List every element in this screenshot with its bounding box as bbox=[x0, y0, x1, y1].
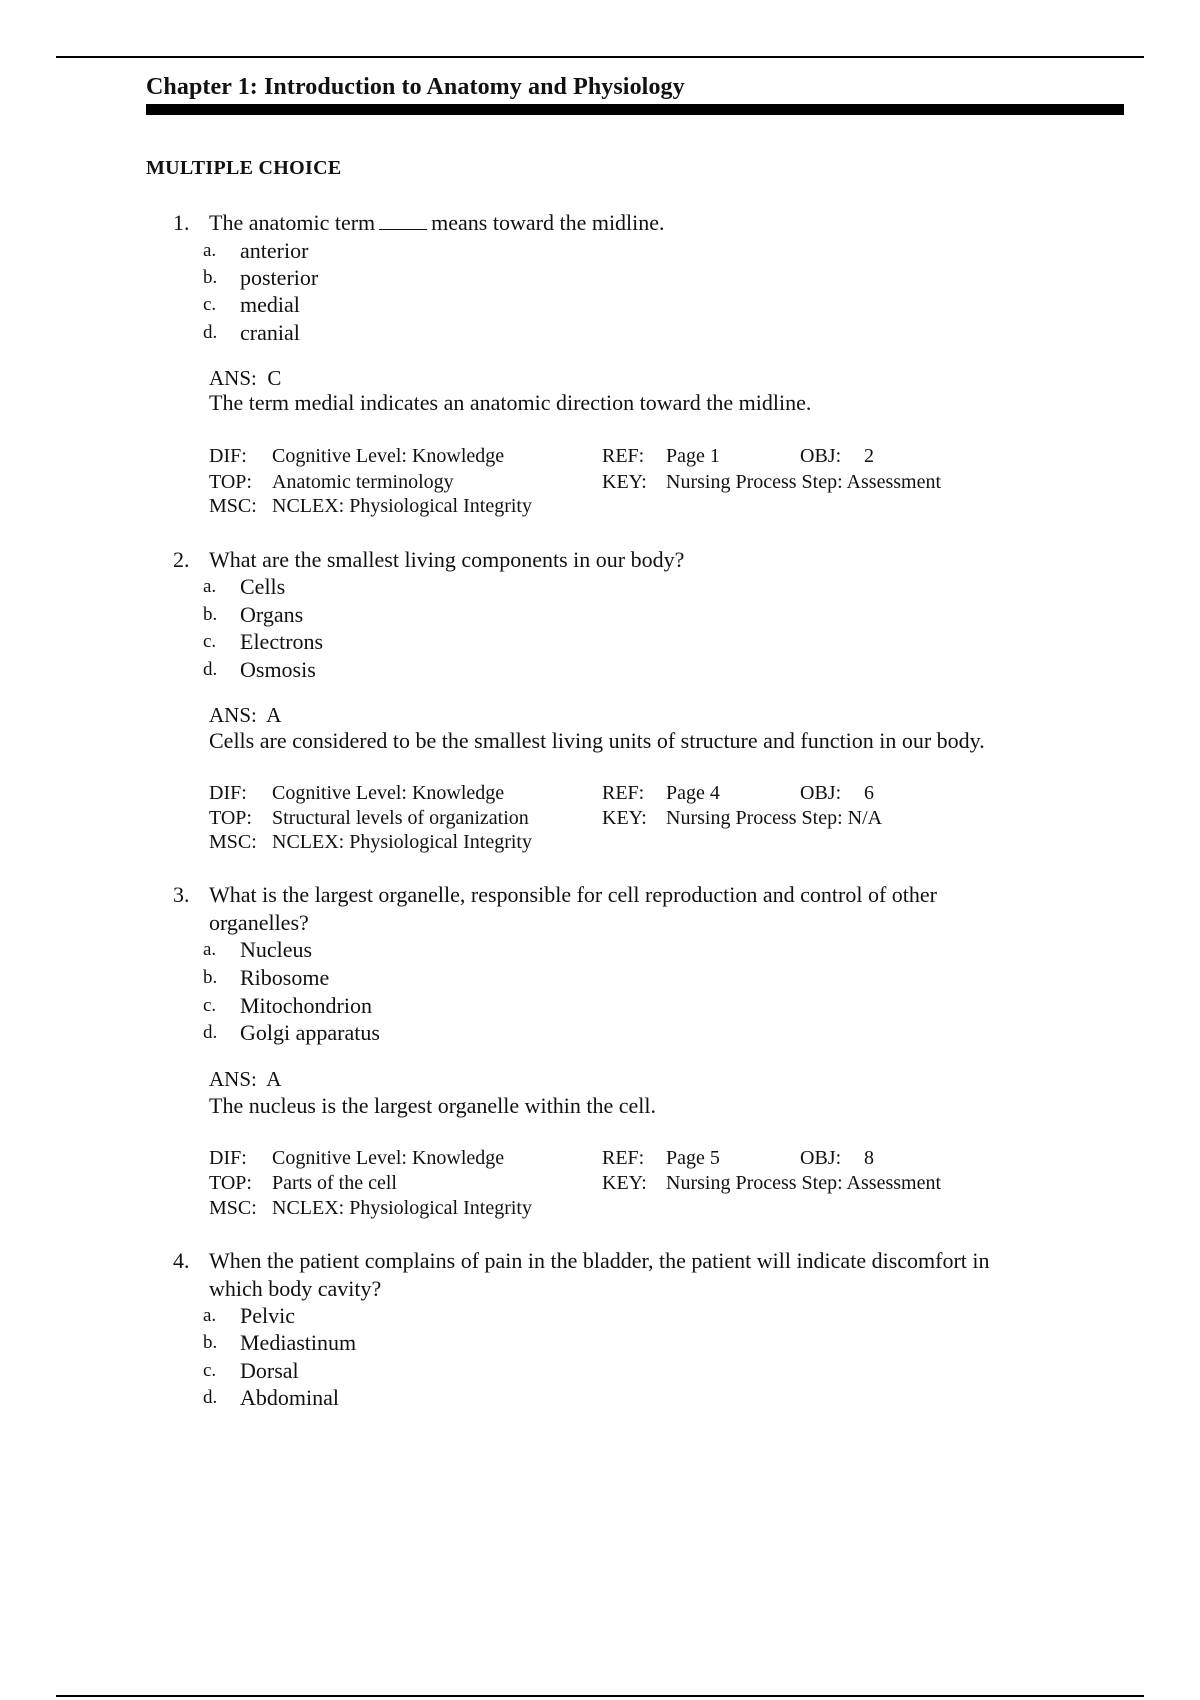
meta-label: REF: bbox=[602, 1147, 645, 1169]
question-number: 3. bbox=[173, 882, 190, 907]
option-text: medial bbox=[240, 292, 300, 317]
chapter-title: Chapter 1: Introduction to Anatomy and Physiology bbox=[146, 74, 685, 100]
question-number: 2. bbox=[173, 547, 190, 572]
question-text: means toward the midline. bbox=[431, 210, 665, 235]
meta-top bbox=[209, 470, 454, 494]
answer-label: ANS: bbox=[209, 366, 257, 390]
option-text: posterior bbox=[240, 265, 319, 290]
meta-msc bbox=[209, 1196, 532, 1220]
option-text: Organs bbox=[240, 602, 304, 627]
option-letter: b. bbox=[203, 1332, 218, 1353]
option-letter: b. bbox=[203, 604, 218, 625]
option-letter: b. bbox=[203, 267, 218, 288]
option-letter: c. bbox=[203, 631, 217, 652]
option-text: Ribosome bbox=[240, 965, 330, 990]
meta-label: REF: bbox=[602, 445, 645, 467]
meta-dif bbox=[209, 1146, 504, 1170]
meta-value: Nursing Process Step: Assessment bbox=[666, 471, 941, 493]
meta-top bbox=[209, 806, 529, 830]
meta-value: Parts of the cell bbox=[272, 1172, 397, 1194]
meta-value: NCLEX: Physiological Integrity bbox=[272, 831, 532, 853]
answer-value: C bbox=[267, 366, 282, 390]
meta-value: Cognitive Level: Knowledge bbox=[272, 782, 505, 804]
question-number: 1. bbox=[173, 210, 190, 235]
meta-value: 6 bbox=[864, 782, 874, 804]
option-text: Abdominal bbox=[240, 1385, 339, 1410]
question-text: which body cavity? bbox=[209, 1276, 382, 1301]
option-text: Pelvic bbox=[240, 1303, 295, 1328]
question-text: When the patient complains of pain in the bladder, the patient will indicate discomfort in bbox=[209, 1248, 990, 1273]
question-text: What are the smallest living components in our body? bbox=[209, 547, 685, 572]
meta-ref bbox=[602, 1146, 720, 1170]
meta-value: NCLEX: Physiological Integrity bbox=[272, 1197, 532, 1219]
question-text: The anatomic term bbox=[209, 210, 376, 235]
answer-value: A bbox=[266, 703, 282, 727]
option-text: Electrons bbox=[240, 629, 324, 654]
meta-label: OBJ: bbox=[800, 445, 842, 467]
meta-label: TOP: bbox=[209, 1172, 252, 1194]
page-top-rule bbox=[56, 56, 1144, 58]
rationale: Cells are considered to be the smallest living units of structure and function in our body. bbox=[209, 728, 985, 753]
option-letter: a. bbox=[203, 939, 217, 960]
option-text: cranial bbox=[240, 320, 300, 345]
meta-key bbox=[602, 1171, 941, 1195]
meta-value: Nursing Process Step: N/A bbox=[666, 807, 883, 829]
option-text: Osmosis bbox=[240, 657, 316, 682]
meta-label: TOP: bbox=[209, 807, 252, 829]
page-bottom-rule bbox=[56, 1695, 1144, 1697]
option-letter: c. bbox=[203, 1360, 217, 1381]
meta-top bbox=[209, 1171, 397, 1195]
section-heading: MULTIPLE CHOICE bbox=[146, 157, 342, 179]
meta-dif bbox=[209, 444, 504, 468]
meta-ref bbox=[602, 444, 720, 468]
meta-label: DIF: bbox=[209, 1147, 247, 1169]
meta-value: Cognitive Level: Knowledge bbox=[272, 1147, 505, 1169]
meta-value: 8 bbox=[864, 1147, 874, 1169]
rationale: The nucleus is the largest organelle within the cell. bbox=[209, 1093, 657, 1118]
meta-label: MSC: bbox=[209, 831, 257, 853]
meta-dif bbox=[209, 781, 504, 805]
meta-value: Page 5 bbox=[666, 1147, 720, 1169]
option-letter: a. bbox=[203, 240, 217, 261]
meta-obj bbox=[800, 1146, 874, 1170]
meta-value: Cognitive Level: Knowledge bbox=[272, 445, 505, 467]
meta-label: OBJ: bbox=[800, 782, 842, 804]
meta-value: NCLEX: Physiological Integrity bbox=[272, 495, 532, 517]
answer-value: A bbox=[266, 1067, 282, 1091]
meta-value: Anatomic terminology bbox=[272, 471, 454, 493]
option-letter: c. bbox=[203, 995, 217, 1016]
meta-label: KEY: bbox=[602, 807, 647, 829]
option-text: Mitochondrion bbox=[240, 993, 372, 1018]
option-text: Dorsal bbox=[240, 1358, 299, 1383]
question-number: 4. bbox=[173, 1248, 190, 1273]
meta-value: 2 bbox=[864, 445, 874, 467]
meta-label: DIF: bbox=[209, 445, 247, 467]
answer-line bbox=[209, 365, 281, 391]
meta-label: KEY: bbox=[602, 471, 647, 493]
answer-label: ANS: bbox=[209, 703, 257, 727]
rationale: The term medial indicates an anatomic direction toward the midline. bbox=[209, 390, 812, 415]
option-letter: b. bbox=[203, 967, 218, 988]
meta-obj bbox=[800, 444, 874, 468]
meta-key bbox=[602, 806, 882, 830]
meta-msc bbox=[209, 830, 532, 854]
meta-key bbox=[602, 470, 941, 494]
meta-value: Nursing Process Step: Assessment bbox=[666, 1172, 941, 1194]
meta-label: DIF: bbox=[209, 782, 247, 804]
meta-label: KEY: bbox=[602, 1172, 647, 1194]
fill-in-blank bbox=[379, 211, 427, 230]
meta-label: MSC: bbox=[209, 1197, 257, 1219]
meta-label: MSC: bbox=[209, 495, 257, 517]
meta-value: Page 4 bbox=[666, 782, 720, 804]
meta-ref bbox=[602, 781, 720, 805]
option-text: anterior bbox=[240, 238, 309, 263]
option-text: Mediastinum bbox=[240, 1330, 357, 1355]
option-letter: a. bbox=[203, 1305, 217, 1326]
answer-label: ANS: bbox=[209, 1067, 257, 1091]
meta-msc bbox=[209, 494, 532, 518]
meta-label: TOP: bbox=[209, 471, 252, 493]
meta-label: OBJ: bbox=[800, 1147, 842, 1169]
option-letter: d. bbox=[203, 322, 218, 343]
answer-line bbox=[209, 1066, 281, 1092]
question-text: organelles? bbox=[209, 910, 309, 935]
option-letter: a. bbox=[203, 576, 217, 597]
option-letter: d. bbox=[203, 1387, 218, 1408]
option-letter: d. bbox=[203, 1022, 218, 1043]
meta-label: REF: bbox=[602, 782, 645, 804]
option-text: Nucleus bbox=[240, 937, 313, 962]
option-letter: d. bbox=[203, 659, 218, 680]
chapter-title-bar bbox=[146, 104, 1124, 115]
option-text: Cells bbox=[240, 574, 286, 599]
meta-value: Structural levels of organization bbox=[272, 807, 529, 829]
question-text: What is the largest organelle, responsible for cell reproduction and control of other bbox=[209, 882, 938, 907]
option-letter: c. bbox=[203, 294, 217, 315]
meta-value: Page 1 bbox=[666, 445, 720, 467]
meta-obj bbox=[800, 781, 874, 805]
option-text: Golgi apparatus bbox=[240, 1020, 380, 1045]
answer-line bbox=[209, 702, 281, 728]
